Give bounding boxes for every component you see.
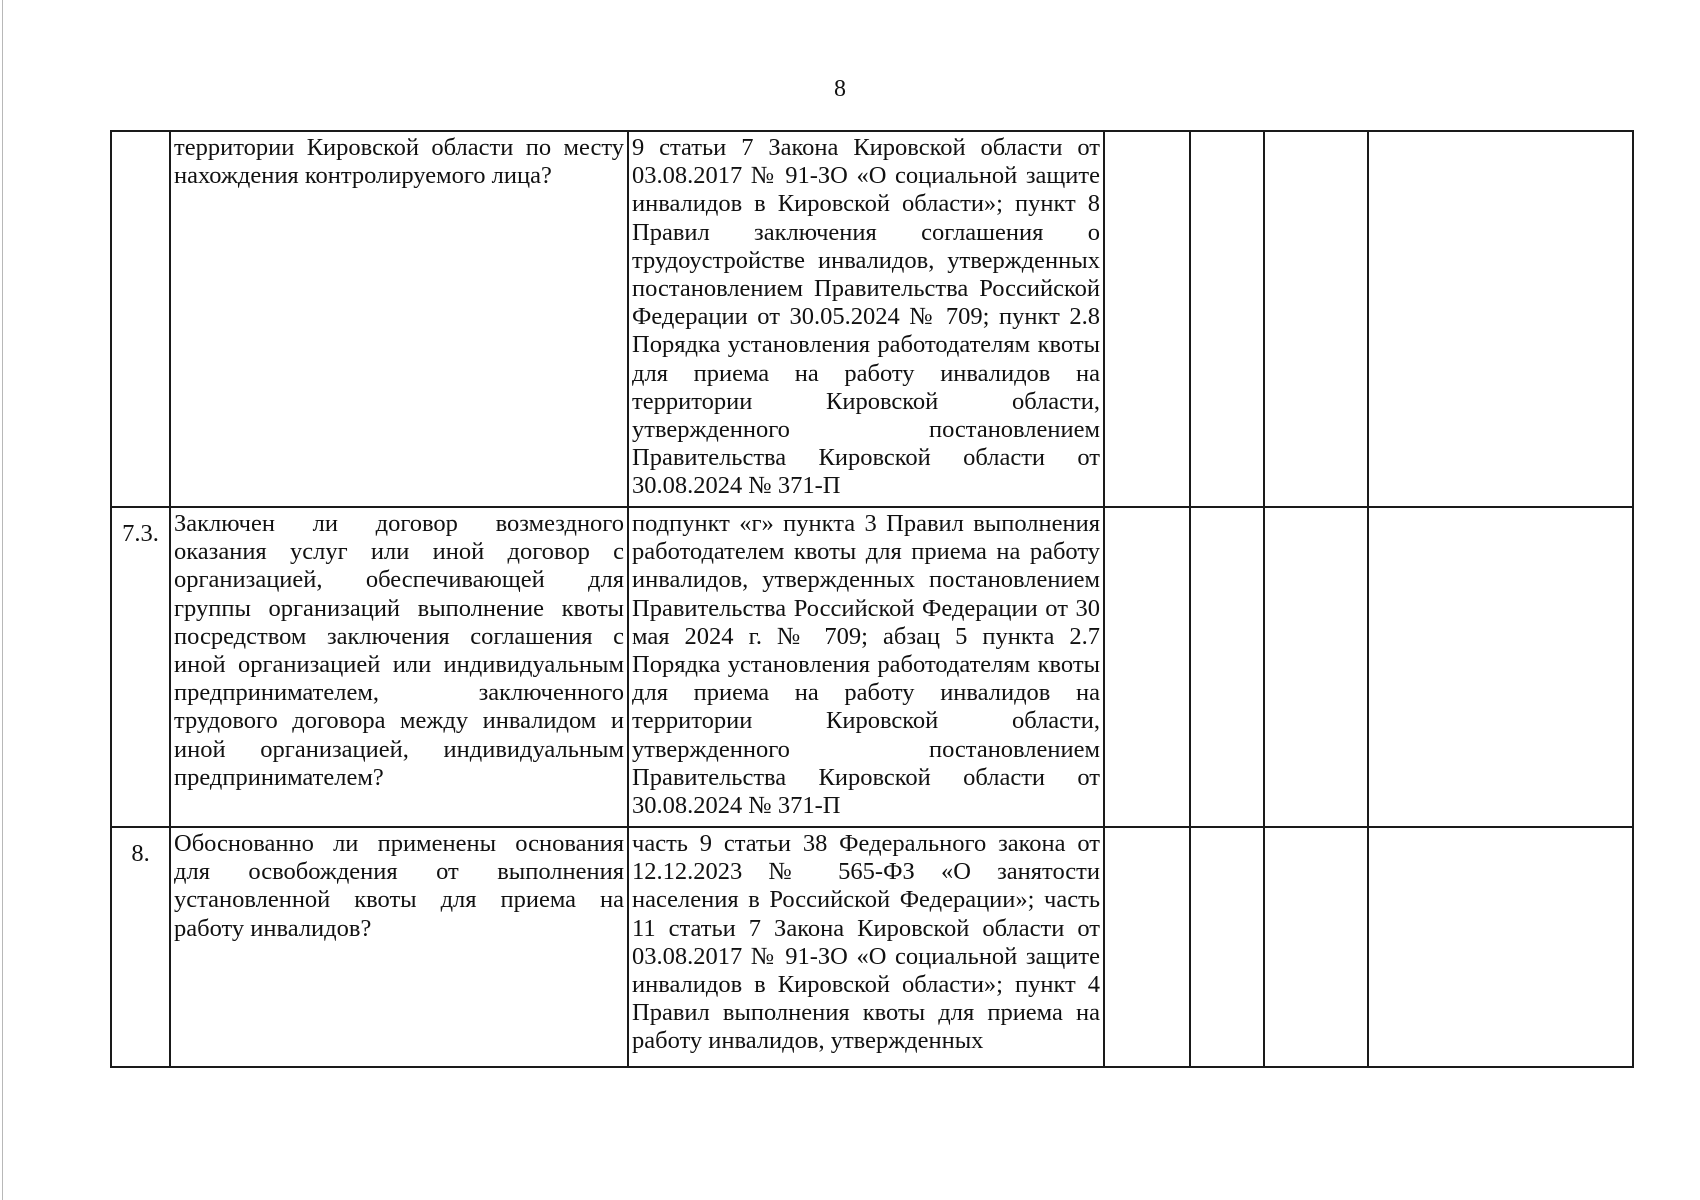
not-applicable-cell xyxy=(1264,507,1368,827)
answer-no-cell xyxy=(1190,827,1264,1067)
question-cell: Обоснованно ли применены основания для освобождения от выполнения установленной квоты для приема на работу инвалидов? xyxy=(170,827,628,1067)
answer-yes-cell xyxy=(1104,131,1190,507)
legal-reference-cell: подпункт «г» пункта 3 Правил выполнения работодателем квоты для приема на работу инвалидов, утвержденных постановлением Правительства Российской Федерации от 30 мая 2024 г. № 709; абзац 5 пункта 2.7 Порядка установления работодателям квоты для приема на работу инвалидов на территории Кировской области, утвержденного постановлением Правительства Кировской области от 30.08.2024 № 371-П xyxy=(628,507,1104,827)
table-row xyxy=(111,507,1633,827)
checklist-table xyxy=(110,130,1634,1068)
question-cell: территории Кировской области по месту нахождения контролируемого лица? xyxy=(170,131,628,507)
table-row xyxy=(111,827,1633,1067)
page-number: 8 xyxy=(834,76,846,102)
table-row xyxy=(111,131,1633,507)
note-cell xyxy=(1368,131,1633,507)
note-cell xyxy=(1368,827,1633,1067)
answer-no-cell xyxy=(1190,507,1264,827)
answer-yes-cell xyxy=(1104,507,1190,827)
question-cell: Заключен ли договор возмездного оказания услуг или иной договор с организацией, обеспечивающей для группы организаций выполнение квоты посредством заключения соглашения с иной организацией или индивидуальным предпринимателем, заключенного трудового договора между инвалидом и иной организацией, индивидуальным предпринимателем? xyxy=(170,507,628,827)
legal-reference-cell: часть 9 статьи 38 Федерального закона от 12.12.2023 № 565-ФЗ «О занятости населения в Российской Федерации»; часть 11 статьи 7 Закона Кировской области от 03.08.2017 № 91-ЗО «О социальной защите инвалидов в Кировской области»; пункт 4 Правил выполнения квоты для приема на работу инвалидов, утвержденных xyxy=(628,827,1104,1067)
item-number: 8. xyxy=(111,827,170,1067)
not-applicable-cell xyxy=(1264,131,1368,507)
note-cell xyxy=(1368,507,1633,827)
scan-edge xyxy=(2,0,3,1200)
item-number xyxy=(111,131,170,507)
answer-yes-cell xyxy=(1104,827,1190,1067)
legal-reference-cell: 9 статьи 7 Закона Кировской области от 03.08.2017 № 91-ЗО «О социальной защите инвалидов в Кировской области»; пункт 8 Правил заключения соглашения о трудоустройстве инвалидов, утвержденных постановлением Правительства Российской Федерации от 30.05.2024 № 709; пункт 2.8 Порядка установления работодателям квоты для приема на работу инвалидов на территории Кировской области, утвержденного постановлением Правительства Кировской области от 30.08.2024 № 371-П xyxy=(628,131,1104,507)
answer-no-cell xyxy=(1190,131,1264,507)
not-applicable-cell xyxy=(1264,827,1368,1067)
item-number: 7.3. xyxy=(111,507,170,827)
